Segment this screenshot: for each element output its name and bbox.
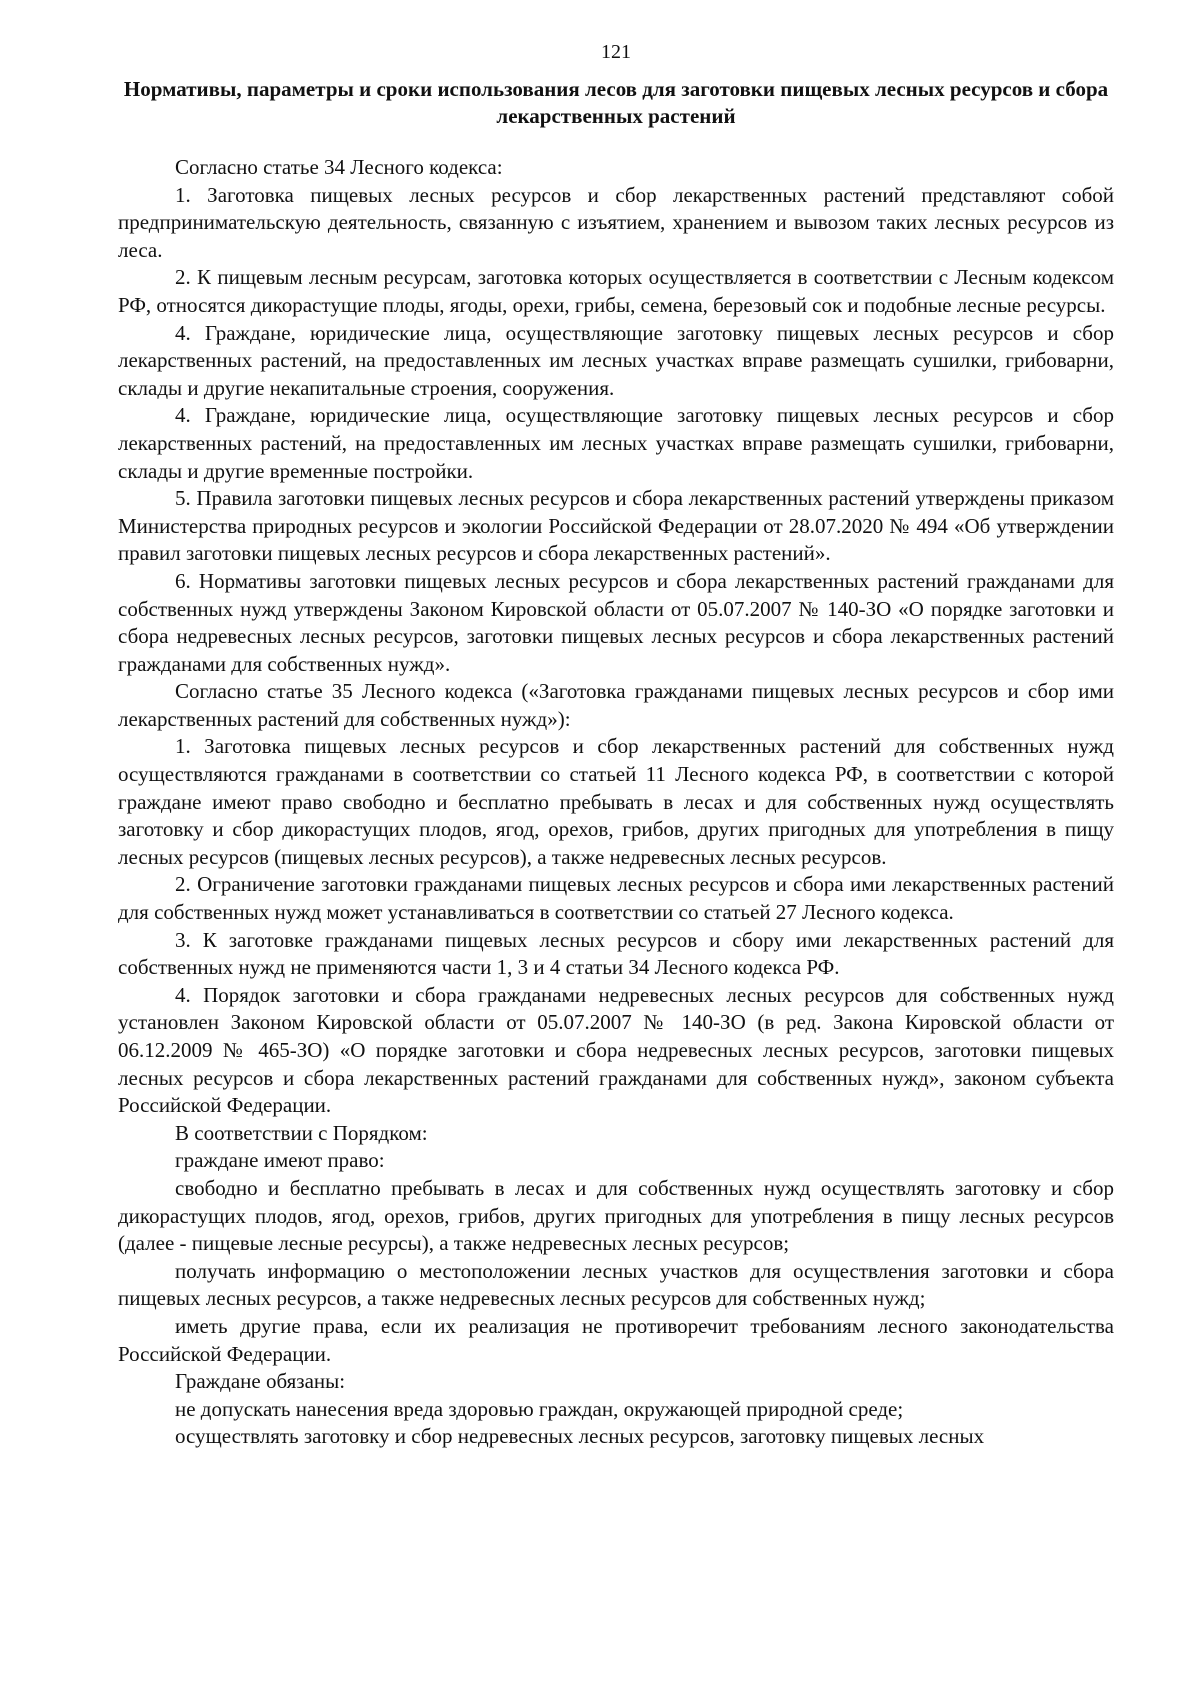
paragraph: Граждане обязаны: <box>175 1369 346 1394</box>
paragraph: граждане имеют право: <box>175 1148 385 1173</box>
document-body <box>118 154 1114 1451</box>
paragraph: 5. Правила заготовки пищевых лесных ресурсов и сбора лекарственных растений утверждены приказом Министерства природных ресурсов и экологии Российской Федерации от 28.07.2020 № 494 «Об утверждении правил заготовки пищевых лесных ресурсов и сбора лекарственных растений». <box>118 486 1114 566</box>
document-page <box>118 40 1114 1451</box>
paragraph: свободно и бесплатно пребывать в лесах и для собственных нужд осуществлять заготовку и сбор дикорастущих плодов, ягод, орехов, грибов, других пригодных для употребления в пищу лесных ресурсов (далее - пищевые лесные ресурсы), а также недревесных лесных ресурсов; <box>118 1175 1114 1256</box>
paragraph: 1. Заготовка пищевых лесных ресурсов и сбор лекарственных растений для собственных нужд осуществляются гражданами в соответствии со статьей 11 Лесного кодекса РФ, в соответствии с которой граждане имеют право свободно и бесплатно пребывать в лесах и для собственных нужд осуществлять заготовку и сбор дикорастущих плодов, ягод, орехов, грибов, других пригодных для употребления в пищу лесных ресурсов (пищевых лесных ресурсов), а также недревесных лесных ресурсов. <box>118 734 1114 869</box>
paragraph: Согласно статье 34 Лесного кодекса: <box>175 155 503 179</box>
paragraph: 4. Граждане, юридические лица, осуществляющие заготовку пищевых лесных ресурсов и сбор лекарственных растений, на предоставленных им лесных участках вправе размещать сушилки, грибоварни, склады и другие временные постройки. <box>118 403 1114 483</box>
paragraph: не допускать нанесения вреда здоровью граждан, окружающей природной среде; <box>175 1396 904 1421</box>
paragraph: 2. К пищевым лесным ресурсам, заготовка которых осуществляется в соответствии с Лесным кодексом РФ, относятся дикорастущие плоды, ягоды, орехи, грибы, семена, березовый сок и подобные лесные ресурсы. <box>118 265 1114 317</box>
paragraph: В соответствии с Порядком: <box>175 1120 428 1145</box>
paragraph: 4. Порядок заготовки и сбора гражданами недревесных лесных ресурсов для собственных нужд установлен Законом Кировской области от 05.07.2007 № 140-ЗО (в ред. Закона Кировской области от 06.12.2009 № 465-ЗО) «О порядке заготовки и сбора недревесных лесных ресурсов, заготовки пищевых лесных ресурсов и сбора лекарственных растений гражданами для собственных нужд», законом субъекта Российской Федерации. <box>118 982 1114 1118</box>
paragraph: 2. Ограничение заготовки гражданами пищевых лесных ресурсов и сбора ими лекарственных растений для собственных нужд может устанавливаться в соответствии со статьей 27 Лесного кодекса. <box>118 872 1114 925</box>
paragraph: Согласно статье 35 Лесного кодекса («Заготовка гражданами пищевых лесных ресурсов и сбор ими лекарственных растений для собственных нужд»): <box>118 679 1114 731</box>
paragraph: получать информацию о местоположении лесных участков для осуществления заготовки и сбора пищевых лесных ресурсов, а также недревесных лесных ресурсов для собственных нужд; <box>118 1258 1114 1311</box>
paragraph: 3. К заготовке гражданами пищевых лесных ресурсов и сбору ими лекарственных растений для собственных нужд не применяются части 1, 3 и 4 статьи 34 Лесного кодекса РФ. <box>118 927 1114 980</box>
paragraph: 6. Нормативы заготовки пищевых лесных ресурсов и сбора лекарственных растений гражданами для собственных нужд утверждены Законом Кировской области от 05.07.2007 № 140-ЗО «О порядке заготовки и сбора недревесных лесных ресурсов, заготовки пищевых лесных ресурсов и сбора лекарственных растений гражданами для собственных нужд». <box>118 568 1114 676</box>
document-title: Нормативы, параметры и сроки использования лесов для заготовки пищевых лесных ресурсов и сбора лекарственных растений <box>123 77 1109 128</box>
paragraph: 4. Граждане, юридические лица, осуществляющие заготовку пищевых лесных ресурсов и сбор лекарственных растений, на предоставленных им лесных участках вправе размещать сушилки, грибоварни, склады и другие некапитальные строения, сооружения. <box>118 320 1114 400</box>
paragraph: 1. Заготовка пищевых лесных ресурсов и сбор лекарственных растений представляют собой предпринимательскую деятельность, связанную с изъятием, хранением и вывозом таких лесных ресурсов из леса. <box>118 182 1114 262</box>
paragraph: осуществлять заготовку и сбор недревесных лесных ресурсов, заготовку пищевых лесных <box>175 1424 985 1449</box>
paragraph: иметь другие права, если их реализация не противоречит требованиям лесного законодательства Российской Федерации. <box>118 1313 1114 1366</box>
page-number: 121 <box>601 41 631 63</box>
